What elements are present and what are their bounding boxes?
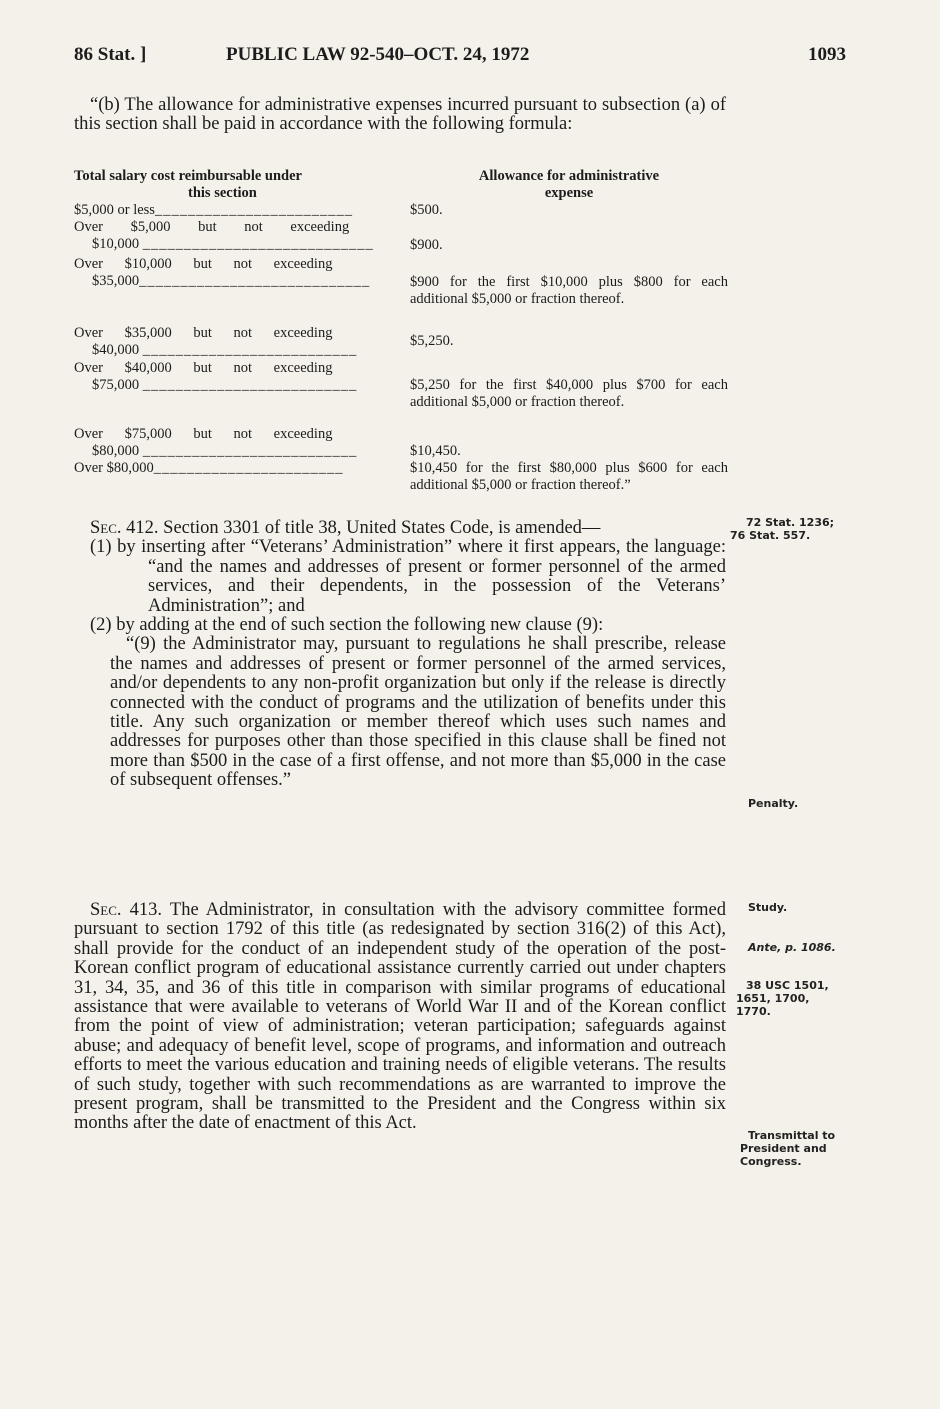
clause-9: “(9) the Administrator may, pursuant to regulations he shall prescribe, release the names and addresses of present or former personnel of the armed services, and/or dependents to any non-profit organization but only if the release is directly connected with the conduct of programs and the utilization of benefits under this title. Any such organization or member thereof which uses such names and addresses for purposes other than those specified in this clause shall be fined not more than $500 in the case of a first offense, and not more than $5,000 in the case of subsequent offenses.” (110, 634, 726, 791)
margin-note-ante: Ante, p. 1086. (748, 941, 836, 954)
row-allowance: $5,250 for the first $40,000 plus $700 for each additional $5,000 or fraction thereof. (410, 377, 728, 410)
table-row: Over $10,000 but not exceeding $35,000____________________________ $900 for the first $10,000 plus $800 for each additional $5,000 or fraction thereof. (74, 256, 728, 307)
margin-note-transmittal: Transmittal to President and Congress. (740, 1129, 836, 1168)
section-413 (74, 901, 726, 1134)
formula-table (74, 168, 729, 512)
column-header-salary: Total salary cost reimbursable under (74, 168, 302, 184)
table-row: Over $75,000 but not exceeding $80,000 __________________________ $10,450. (74, 426, 729, 460)
table-row: Over $35,000 but not exceeding $40,000 __________________________ $5,250. (74, 325, 729, 360)
row-range: Over $40,000 but not exceeding (74, 360, 333, 376)
row-allowance: $5,250. (410, 333, 454, 349)
section-text: Section 3301 of title 38, United States Code, is amended— (163, 518, 601, 538)
row-range: Over $80,000 (74, 460, 154, 476)
formula-header-row (74, 168, 729, 202)
row-range: Over $10,000 but not exceeding (74, 256, 333, 272)
section-412 (74, 519, 726, 791)
clause-1: (1) by inserting after “Veterans’ Administration” where it first appears, the language: “and the names and addresses of present or former personnel of the armed services, and their dependents, in the possession of the Veterans’ Administration”; and (90, 537, 726, 616)
row-range-cont: $35,000 (92, 272, 140, 289)
margin-note-penalty: Penalty. (748, 797, 799, 810)
paragraph-b: “(b) The allowance for administrative expenses incurred pursuant to subsection (a) of this section shall be paid in accordance with the following formula: (74, 95, 726, 135)
column-header-allowance-cont: expense (544, 184, 594, 201)
row-range: Over $5,000 but not exceeding (74, 219, 350, 235)
row-range-cont: $80,000 (92, 442, 140, 459)
row-range: $5,000 or less (74, 202, 155, 218)
margin-note-usc: 38 USC 1501, 1651, 1700, 1770. (736, 979, 829, 1018)
row-allowance: $10,450. (410, 443, 461, 459)
row-allowance: $10,450 for the first $80,000 plus $600 for each additional $5,000 or fraction thereof.” (410, 460, 728, 493)
row-range: Over $35,000 but not exceeding (74, 325, 333, 341)
page-header (74, 44, 874, 74)
row-allowance: $500. (410, 202, 443, 218)
stat-reference: 86 Stat. ] (74, 44, 147, 65)
table-row: Over $80,000_______________________ $10,450 for the first $80,000 plus $600 for each additional $5,000 or fraction thereof.” (74, 460, 728, 493)
clause-2: (2) by adding at the end of such section the following new clause (9): (90, 615, 604, 636)
table-row: Over $40,000 but not exceeding $75,000 __________________________ $5,250 for the first $40,000 plus $700 for each additional $5,000 or fraction thereof. (74, 360, 728, 410)
row-allowance: $900. (410, 237, 443, 253)
section-label: Sec. 412. (90, 518, 159, 538)
margin-note-stat: 72 Stat. 1236; 76 Stat. 557. (730, 516, 835, 542)
page-number: 1093 (808, 44, 846, 65)
section-label: Sec. 413. (90, 900, 163, 920)
section-text: The Administrator, in consultation with the advisory committee formed pursuant to section 1792 of this title (as redesignated by section 316(2) of this Act), shall provide for the conduct of an independent study of the operation of the post-Korean conflict program of educational assistance currently carried out under chapters 31, 34, 35, and 36 of this title in comparison with similar programs of educational assistance that were available to veterans of World War II and of the Korean conflict from the point of view of administration; veteran participation; safeguards against abuse; and adequacy of benefit level, scope of programs, and information and outreach efforts to meet the various education and training needs of eligible veterans. The results of such study, together with such recommendations as are warranted to improve the present program, shall be transmitted to the President and the Congress within six months after the date of enactment of this Act. (74, 900, 727, 1134)
column-header-salary-cont: this section (188, 184, 257, 201)
table-row: $5,000 or less________________________ $500. (74, 202, 729, 219)
column-header-allowance: Allowance for administrative (478, 168, 660, 184)
margin-note-study: Study. (748, 901, 788, 914)
row-allowance: $900 for the first $10,000 plus $800 for each additional $5,000 or fraction thereof. (410, 274, 728, 307)
row-range: Over $75,000 but not exceeding (74, 426, 333, 442)
row-range-cont: $40,000 (92, 341, 140, 358)
row-range-cont: $75,000 (92, 376, 140, 393)
row-range-cont: $10,000 (92, 235, 140, 252)
table-row: Over $5,000 but not exceeding $10,000 ____________________________ $900. (74, 219, 729, 256)
page-title: PUBLIC LAW 92-540–OCT. 24, 1972 (226, 44, 530, 65)
